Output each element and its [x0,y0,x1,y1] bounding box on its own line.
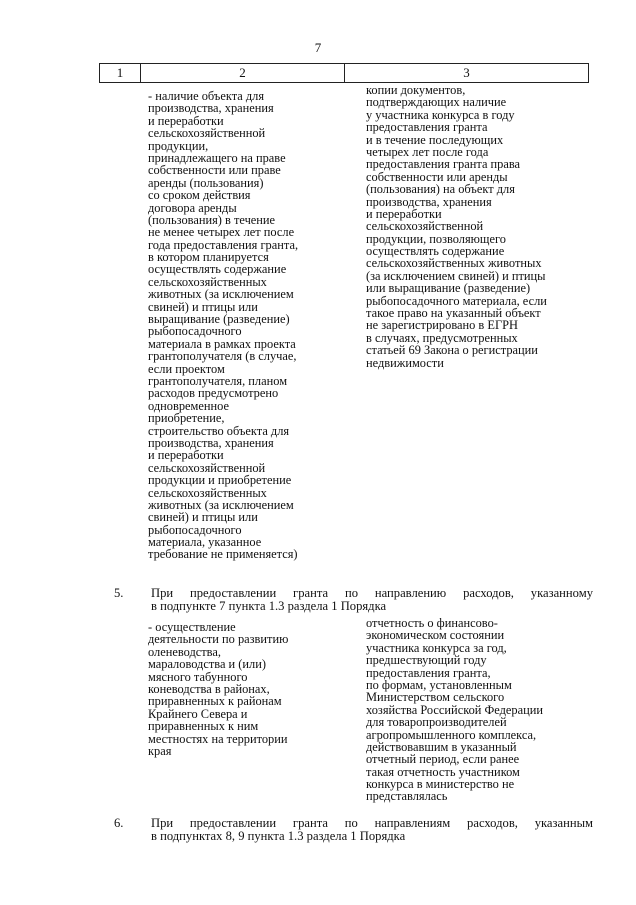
requirement-text-block1 [148,90,298,561]
text-line: агропромышленного комплекса, [366,727,537,742]
text-line: и переработки [148,448,224,463]
item-5-line1: При предоставлении гранта по направлению расходов, указанному [151,586,593,600]
text-line: не менее четырех лет после [148,225,295,240]
text-line: деятельности по развитию [148,632,289,647]
text-line: грантополучателя (в случае, [148,349,297,364]
text-line: по формам, установленным [366,677,512,692]
text-line: недвижимости [366,355,444,370]
text-line: (пользования) на объект для [366,182,515,197]
text-line: действовавшим в указанный [366,739,517,754]
text-line: предоставления гранта [366,120,488,135]
text-line: производства, хранения [366,194,492,209]
column-number-2: 2 [141,64,345,82]
text-line: такая отчетность участником [366,764,520,779]
documents-text-block2 [366,617,543,803]
text-line: сельскохозяйственной [148,460,266,475]
text-line: продукции, [148,138,209,153]
text-line: предоставления гранта права [366,157,521,172]
item-5-line2: в подпункте 7 пункта 1.3 раздела 1 Порядка [151,598,387,613]
documents-text-block1 [366,84,547,369]
column-number-3: 3 [463,65,470,80]
text-line: предшествующий году [366,653,487,668]
column-number-1: 1 [100,64,141,82]
text-line: животных (за исключением [148,497,294,512]
text-line: (за исключением свиней) и птицы [366,268,546,283]
text-line: не зарегистрировано в ЕГРН [366,318,518,333]
text-line: строительство объекта для [148,423,290,438]
text-line: производства, хранения [148,101,274,116]
text-line: и в течение последующих [366,132,504,147]
text-line: - наличие объекта для [148,89,265,103]
text-line: сельскохозяйственной [366,219,484,234]
text-line: выращивание (разведение) [148,312,290,327]
text-line: животных (за исключением [148,287,294,302]
text-line: сельскохозяйственных [148,485,267,500]
text-line: экономическом состоянии [366,628,505,643]
text-line: - осуществление [148,620,236,634]
text-line: отчетность о финансово- [366,616,498,630]
text-line: аренды (пользования) [148,175,264,190]
text-line: расходов предусмотрено [148,386,279,401]
text-line: сельскохозяйственной [148,126,266,141]
item-6-line2: в подпунктах 8, 9 пункта 1.3 раздела 1 Порядка [151,828,406,843]
text-line: принадлежащего на праве [148,150,286,165]
item-5-number: 5. [114,586,124,600]
text-line: со сроком действия [148,188,251,203]
text-line: собственности или праве [148,163,281,178]
text-line: рыбопосадочного [148,324,242,339]
text-line: свиней) и птицы или [148,299,258,314]
requirement-text-block2 [148,621,288,757]
text-line: мясного табунного [148,669,248,684]
text-line: статьей 69 Закона о регистрации [366,343,538,358]
text-line: участника конкурса за год, [366,640,507,655]
text-line: приобретение, [148,411,225,426]
text-line: в случаях, предусмотренных [366,330,518,345]
text-line: собственности или аренды [366,169,508,184]
text-line: представлялась [366,789,448,804]
text-line: у участника конкурса в году [366,107,515,122]
text-line: отчетный период, если ранее [366,752,520,767]
text-line: приравненных к районам [148,694,282,709]
text-line: мараловодства и (или) [148,657,266,672]
text-line: материала, указанное [148,535,262,550]
text-line: сельскохозяйственных животных [366,256,542,271]
text-line: оленеводства, [148,644,221,659]
item-6-line1: При предоставлении гранта по направлениям расходов, указанным [151,816,593,830]
text-line: требование не применяется) [148,547,298,562]
text-line: в котором планируется [148,250,269,265]
table-header-row [99,63,589,83]
text-line: рыбопосадочного материала, если [366,293,547,308]
text-line: подтверждающих наличие [366,95,507,110]
text-line: продукции, позволяющего [366,231,506,246]
text-line: года предоставления гранта, [148,237,299,252]
text-line: производства, хранения [148,435,274,450]
text-line: края [148,743,172,758]
text-line: хозяйства Российской Федерации [366,702,544,717]
text-line: рыбопосадочного [148,522,242,537]
text-line: если проектом [148,361,225,376]
page-number: 7 [314,40,322,55]
text-line: осуществлять содержание [366,244,505,259]
text-line: для товаропроизводителей [366,715,507,730]
text-line: грантополучателя, планом [148,373,288,388]
text-line: приравненных к ним [148,719,259,734]
text-line: (пользования) в течение [148,212,276,227]
text-line: Крайнего Севера и [148,706,248,721]
text-line: и переработки [148,113,224,128]
text-line: конкурса в министерство не [366,777,515,792]
text-line: местностях на территории [148,731,288,746]
text-line: предоставления гранта, [366,665,491,680]
text-line: и переработки [366,206,442,221]
text-line: сельскохозяйственных [148,274,267,289]
item-6-number: 6. [114,816,124,830]
text-line: продукции и приобретение [148,473,292,488]
text-line: коневодства в районах, [148,681,270,696]
text-line: одновременное [148,398,229,413]
text-line: осуществлять содержание [148,262,287,277]
text-line: материала в рамках проекта [148,336,296,351]
text-line: четырех лет после года [366,144,489,159]
text-line: Министерством сельского [366,690,505,705]
text-line: копии документов, [366,83,466,97]
text-line: или выращивание (разведение) [366,281,531,296]
text-line: свиней) и птицы или [148,510,258,525]
text-line: договора аренды [148,200,237,215]
text-line: такое право на указанный объект [366,306,541,321]
